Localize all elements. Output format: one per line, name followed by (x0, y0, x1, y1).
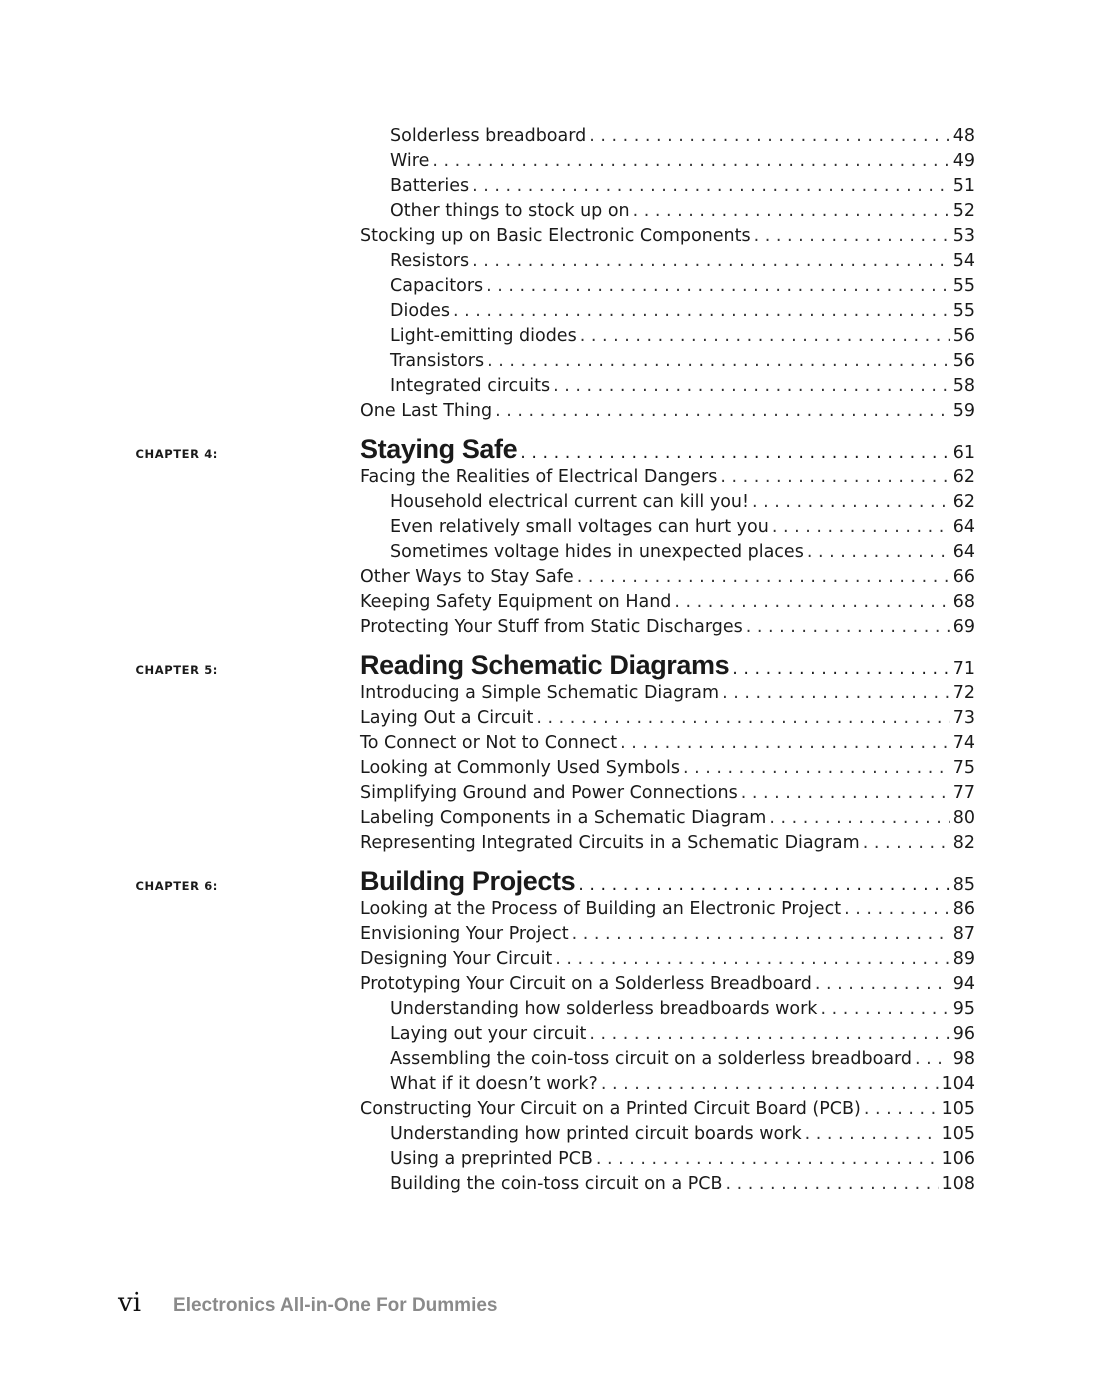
toc-entry-page: 105 (941, 1099, 975, 1119)
dot-leader (732, 659, 949, 679)
toc-entry-title: Assembling the coin-toss circuit on a solderless breadboard (390, 1049, 913, 1069)
dot-leader (601, 1072, 939, 1096)
toc-entry-title: Wire (390, 151, 430, 171)
dot-leader (577, 565, 950, 589)
page-number: vi (118, 1288, 142, 1318)
toc-entry-page: 72 (952, 683, 975, 703)
toc-entry-title: Laying Out a Circuit (360, 708, 534, 728)
toc-entry[interactable] (360, 224, 975, 248)
dot-leader (589, 1022, 949, 1046)
toc-entry-title: Diodes (390, 301, 451, 321)
toc-entry-title: Laying out your circuit (390, 1024, 587, 1044)
toc-entry-title: Using a preprinted PCB (390, 1149, 593, 1169)
toc-entry[interactable] (390, 1172, 975, 1196)
toc-entry-title: Batteries (390, 176, 470, 196)
dot-leader (472, 249, 950, 273)
dot-leader (572, 922, 950, 946)
toc-entry-page: 56 (952, 326, 975, 346)
toc-entry[interactable] (360, 399, 975, 423)
chapter-entry (360, 650, 975, 681)
dot-leader (596, 1147, 939, 1171)
toc-entry-title: Sometimes voltage hides in unexpected places (390, 542, 804, 562)
chapter-title: Staying Safe (360, 434, 518, 464)
chapter-label: CHAPTER 5: (135, 663, 218, 677)
toc-entry[interactable] (360, 806, 975, 830)
toc-entry-title: Protecting Your Stuff from Static Discharges (360, 617, 743, 637)
toc-entry-page: 64 (952, 517, 975, 537)
toc-entry-page: 75 (952, 758, 975, 778)
dot-leader (487, 349, 950, 373)
toc-entry-title: Introducing a Simple Schematic Diagram (360, 683, 720, 703)
dot-leader (589, 124, 949, 148)
chapter-label: CHAPTER 4: (135, 447, 218, 461)
toc-entry[interactable] (390, 1022, 975, 1046)
dot-leader (578, 875, 949, 895)
toc-entry[interactable] (390, 1122, 975, 1146)
toc-entry[interactable] (360, 615, 975, 639)
toc-entry[interactable] (390, 997, 975, 1021)
chapter-page: 71 (952, 659, 975, 679)
toc-entry-title: Other things to stock up on (390, 201, 630, 221)
dot-leader (722, 681, 950, 705)
toc-entry-page: 96 (952, 1024, 975, 1044)
toc-entry-title: Looking at Commonly Used Symbols (360, 758, 681, 778)
toc-entry[interactable] (390, 324, 975, 348)
page-footer (118, 1288, 497, 1322)
toc-entry-title: Light-emitting diodes (390, 326, 577, 346)
toc-entry[interactable] (360, 465, 975, 489)
dot-leader (726, 1172, 939, 1196)
toc-entry-title: Other Ways to Stay Safe (360, 567, 574, 587)
toc-entry-page: 69 (952, 617, 975, 637)
dot-leader (633, 199, 950, 223)
dot-leader (844, 897, 950, 921)
dot-leader (432, 149, 949, 173)
dot-leader (807, 540, 950, 564)
toc-entry-title: Integrated circuits (390, 376, 551, 396)
toc-entry-page: 59 (952, 401, 975, 421)
dot-leader (520, 443, 949, 463)
dot-leader (720, 465, 949, 489)
toc-entry-page: 58 (952, 376, 975, 396)
dot-leader (472, 174, 950, 198)
chapter-heading[interactable] (0, 863, 975, 897)
toc-entry-page: 55 (952, 301, 975, 321)
toc-entry[interactable] (360, 972, 975, 996)
toc-entry[interactable] (390, 299, 975, 323)
toc-entry-page: 104 (941, 1074, 975, 1094)
dot-leader (741, 781, 950, 805)
toc-entry[interactable] (390, 540, 975, 564)
toc-entry[interactable] (390, 349, 975, 373)
dot-leader (495, 399, 950, 423)
toc-entry-title: To Connect or Not to Connect (360, 733, 618, 753)
toc-entry-title: Building the coin-toss circuit on a PCB (390, 1174, 723, 1194)
toc-entry-page: 66 (952, 567, 975, 587)
chapter-label: CHAPTER 6: (135, 879, 218, 893)
toc-entry[interactable] (360, 706, 975, 730)
dot-leader (754, 224, 950, 248)
chapter-heading[interactable] (0, 431, 975, 465)
toc-entry-page: 105 (941, 1124, 975, 1144)
toc-entry[interactable] (390, 124, 975, 148)
dot-leader (815, 972, 950, 996)
toc-entry-title: Resistors (390, 251, 470, 271)
toc-entry-page: 94 (952, 974, 975, 994)
toc-entry[interactable] (360, 781, 975, 805)
toc-entry-title: Understanding how printed circuit boards work (390, 1124, 802, 1144)
toc-entry-page: 51 (952, 176, 975, 196)
chapter-entry (360, 866, 975, 897)
chapter-entry (360, 434, 975, 465)
chapter-title: Reading Schematic Diagrams (360, 650, 730, 680)
toc-entry-page: 87 (952, 924, 975, 944)
toc-entry-page: 48 (952, 126, 975, 146)
dot-leader (555, 947, 949, 971)
chapter-page: 85 (952, 875, 975, 895)
toc-entry[interactable] (360, 681, 975, 705)
toc-entry-page: 73 (952, 708, 975, 728)
dot-leader (805, 1122, 939, 1146)
dot-leader (769, 806, 949, 830)
dot-leader (864, 1097, 939, 1121)
toc-entry[interactable] (360, 756, 975, 780)
toc-entry-title: Representing Integrated Circuits in a Schematic Diagram (360, 833, 860, 853)
toc-entry-page: 62 (952, 492, 975, 512)
toc-entry-title: Solderless breadboard (390, 126, 587, 146)
dot-leader (820, 997, 949, 1021)
toc-entry-title: What if it doesn’t work? (390, 1074, 598, 1094)
toc-entry-title: Keeping Safety Equipment on Hand (360, 592, 672, 612)
dot-leader (752, 490, 950, 514)
dot-leader (863, 831, 950, 855)
toc-entry-title: One Last Thing (360, 401, 493, 421)
toc-entry-page: 55 (952, 276, 975, 296)
toc-entry[interactable] (360, 947, 975, 971)
toc-entry-title: Designing Your Circuit (360, 949, 553, 969)
toc-entry-title: Capacitors (390, 276, 484, 296)
dot-leader (746, 615, 950, 639)
toc-entry[interactable] (360, 731, 975, 755)
toc-entry-page: 52 (952, 201, 975, 221)
toc-entry-page: 77 (952, 783, 975, 803)
toc-entry-title: Simplifying Ground and Power Connections (360, 783, 738, 803)
toc-entry-page: 106 (941, 1149, 975, 1169)
toc-entry-page: 80 (952, 808, 975, 828)
toc-entry[interactable] (390, 1047, 975, 1071)
toc-entry[interactable] (390, 1072, 975, 1096)
toc-entry-title: Looking at the Process of Building an Electronic Project (360, 899, 842, 919)
toc-entry-title: Understanding how solderless breadboards work (390, 999, 818, 1019)
toc-entry-page: 74 (952, 733, 975, 753)
toc-entry-page: 98 (952, 1049, 975, 1069)
toc-entry[interactable] (360, 1097, 975, 1121)
toc-entry[interactable] (360, 831, 975, 855)
toc-entry-page: 64 (952, 542, 975, 562)
dot-leader (683, 756, 950, 780)
toc-entry[interactable] (360, 590, 975, 614)
toc-entry[interactable] (390, 174, 975, 198)
toc-entry-title: Even relatively small voltages can hurt you (390, 517, 769, 537)
toc-entry-title: Prototyping Your Circuit on a Solderless Breadboard (360, 974, 812, 994)
toc-entry-page: 68 (952, 592, 975, 612)
toc-entry[interactable] (390, 249, 975, 273)
dot-leader (536, 706, 949, 730)
toc-entry-page: 62 (952, 467, 975, 487)
toc-entry[interactable] (360, 922, 975, 946)
toc-entry[interactable] (390, 490, 975, 514)
chapter-page: 61 (952, 443, 975, 463)
dot-leader (772, 515, 950, 539)
dot-leader (453, 299, 950, 323)
toc-entry-page: 89 (952, 949, 975, 969)
dot-leader (486, 274, 950, 298)
toc-entry[interactable] (390, 1147, 975, 1171)
toc-entry-title: Household electrical current can kill you! (390, 492, 750, 512)
toc-entry-title: Stocking up on Basic Electronic Components (360, 226, 751, 246)
toc-entry[interactable] (390, 374, 975, 398)
toc-entry-title: Labeling Components in a Schematic Diagram (360, 808, 767, 828)
toc-entry[interactable] (390, 149, 975, 173)
book-title: Electronics All-in-One For Dummies (173, 1295, 498, 1316)
toc-entry-title: Transistors (390, 351, 485, 371)
dot-leader (580, 324, 950, 348)
toc-entry-page: 53 (952, 226, 975, 246)
chapter-title: Building Projects (360, 866, 576, 896)
toc-entry-page: 108 (941, 1174, 975, 1194)
toc-entry[interactable] (390, 199, 975, 223)
dot-leader (915, 1047, 950, 1071)
toc-entry-title: Facing the Realities of Electrical Dangers (360, 467, 718, 487)
toc-entry[interactable] (360, 897, 975, 921)
toc-entry-page: 56 (952, 351, 975, 371)
toc-entry-title: Constructing Your Circuit on a Printed Circuit Board (PCB) (360, 1099, 861, 1119)
toc-entry-page: 82 (952, 833, 975, 853)
toc-entry[interactable] (390, 515, 975, 539)
toc-entry-page: 54 (952, 251, 975, 271)
toc-entry[interactable] (390, 274, 975, 298)
dot-leader (674, 590, 949, 614)
dot-leader (553, 374, 950, 398)
toc-entry-title: Envisioning Your Project (360, 924, 569, 944)
chapter-heading[interactable] (0, 647, 975, 681)
toc-entry-page: 95 (952, 999, 975, 1019)
toc-entry-page: 86 (952, 899, 975, 919)
toc-entry-page: 49 (952, 151, 975, 171)
dot-leader (620, 731, 950, 755)
toc-entry[interactable] (360, 565, 975, 589)
